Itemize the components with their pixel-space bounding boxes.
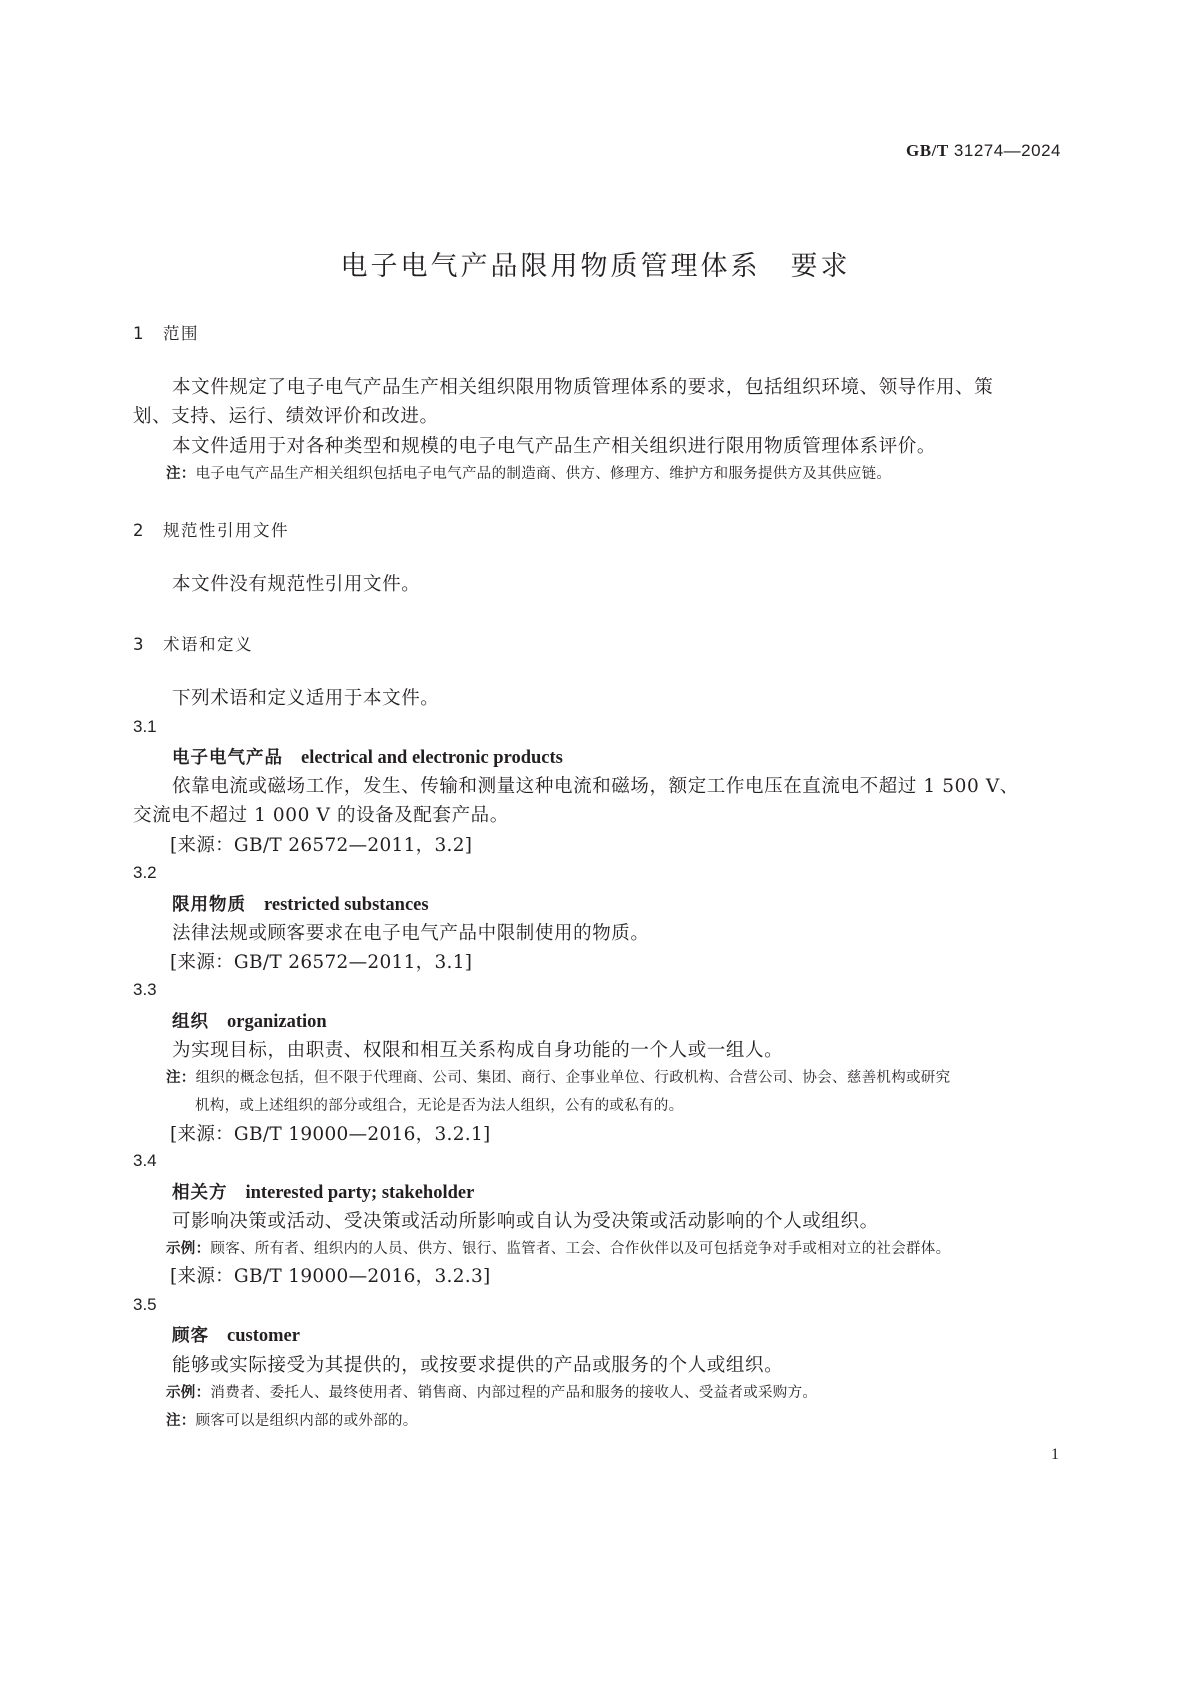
example-text: 顾客、所有者、组织内的人员、供方、银行、监管者、工会、合作伙伴以及可包括竞争对手或相对立的社会群体。: [210, 1241, 951, 1257]
term-english: interested party; stakeholder: [245, 1183, 475, 1203]
term-source: [来源：GB/T 19000—2016，3.2.3]: [170, 1266, 491, 1287]
term-definition: 依靠电流或磁场工作，发生、传输和测量这种电流和磁场，额定工作电压在直流电不超过 1 500 V、: [172, 776, 1019, 797]
section-3-heading: [133, 631, 253, 655]
term-definition: 为实现目标，由职责、权限和相互关系构成自身功能的一个人或一组人。: [172, 1040, 784, 1061]
document-title: 电子电气产品限用物质管理体系 要求: [340, 251, 851, 282]
section-2-heading: [133, 517, 289, 541]
example-label: 示例：: [166, 1385, 211, 1401]
term-english: customer: [227, 1326, 300, 1346]
term-english: restricted substances: [264, 895, 429, 915]
paragraph: 本文件没有规范性引用文件。: [172, 574, 421, 595]
example: [166, 1237, 950, 1258]
note-text: 顾客可以是组织内部的或外部的。: [195, 1413, 418, 1429]
example-label: 示例：: [166, 1241, 211, 1257]
term-chinese: 相关方: [172, 1183, 228, 1203]
section-1-heading: [133, 320, 199, 344]
term-number: 3.2: [133, 863, 157, 882]
note-continuation: 机构，或上述组织的部分或组合，无论是否为法人组织，公有的或私有的。: [195, 1098, 684, 1114]
term-definition: 能够或实际接受为其提供的，或按要求提供的产品或服务的个人或组织。: [172, 1355, 784, 1376]
note-text: 电子电气产品生产相关组织包括电子电气产品的制造商、供方、修理方、维护方和服务提供方及其供应链。: [195, 466, 892, 482]
term-heading: [172, 1179, 474, 1204]
term-chinese: 组织: [172, 1012, 209, 1032]
paragraph: 划、支持、运行、绩效评价和改进。: [133, 406, 439, 427]
section-title: 术语和定义: [163, 635, 253, 654]
term-definition: 法律法规或顾客要求在电子电气产品中限制使用的物质。: [172, 923, 650, 944]
term-definition: 可影响决策或活动、受决策或活动所影响或自认为受决策或活动影响的个人或组织。: [172, 1211, 879, 1232]
term-heading: [172, 744, 563, 769]
note-label: 注：: [166, 1070, 196, 1086]
standard-number: 31274—2024: [953, 141, 1061, 160]
term-chinese: 顾客: [172, 1326, 209, 1346]
term-heading: [172, 1322, 300, 1347]
term-heading: [172, 891, 429, 916]
section-number: 1: [133, 324, 145, 343]
paragraph: 本文件规定了电子电气产品生产相关组织限用物质管理体系的要求，包括组织环境、领导作用、策: [172, 377, 994, 398]
term-number: 3.1: [133, 717, 157, 736]
term-definition: 交流电不超过 1 000 V 的设备及配套产品。: [133, 805, 509, 826]
term-heading: [172, 1008, 327, 1033]
standard-code: [906, 141, 1061, 161]
section-number: 2: [133, 521, 145, 540]
term-source: [来源：GB/T 26572—2011，3.1]: [170, 952, 473, 973]
term-chinese: 电子电气产品: [172, 748, 283, 768]
term-chinese: 限用物质: [172, 895, 246, 915]
section-title: 范围: [163, 324, 199, 343]
term-number: 3.5: [133, 1295, 157, 1314]
note: [166, 1409, 418, 1430]
page-number: 1: [1051, 1446, 1059, 1463]
term-number: 3.4: [133, 1151, 157, 1170]
note-text: 组织的概念包括，但不限于代理商、公司、集团、商行、企事业单位、行政机构、合营公司、协会、慈善机构或研究: [195, 1070, 951, 1086]
paragraph: 本文件适用于对各种类型和规模的电子电气产品生产相关组织进行限用物质管理体系评价。: [172, 436, 937, 457]
example-text: 消费者、委托人、最终使用者、销售商、内部过程的产品和服务的接收人、受益者或采购方。: [210, 1385, 818, 1401]
term-source: [来源：GB/T 19000—2016，3.2.1]: [170, 1124, 491, 1145]
term-english: organization: [227, 1012, 327, 1032]
term-number: 3.3: [133, 980, 157, 999]
note-label: 注：: [166, 1413, 196, 1429]
paragraph: 下列术语和定义适用于本文件。: [172, 688, 440, 709]
section-number: 3: [133, 635, 145, 654]
note: [166, 1066, 950, 1087]
section-title: 规范性引用文件: [163, 521, 289, 540]
term-source: [来源：GB/T 26572—2011，3.2]: [170, 835, 473, 856]
standard-prefix: GB/T: [906, 141, 949, 160]
term-english: electrical and electronic products: [301, 748, 563, 768]
note-label: 注：: [166, 466, 196, 482]
example: [166, 1381, 817, 1402]
note: [166, 462, 891, 483]
